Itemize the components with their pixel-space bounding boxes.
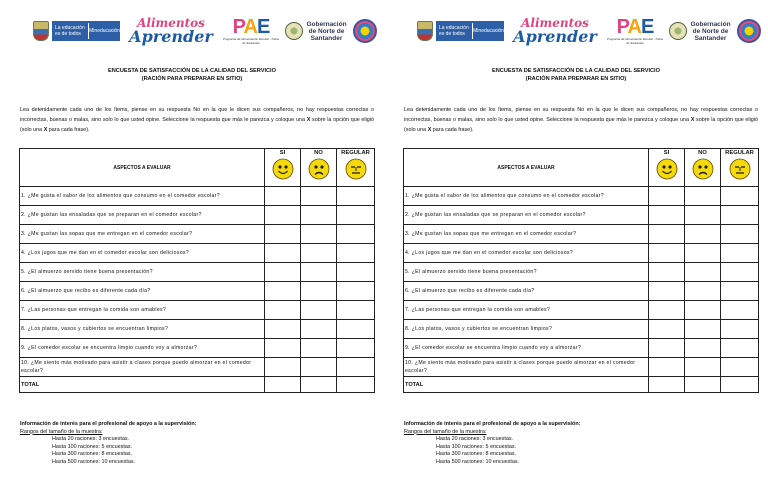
answer-cell-regular[interactable] [721,301,759,320]
answer-cell-no[interactable] [301,282,337,301]
question-text: 1. ¿Me gusta el sabor de los alimentos que consumo en el comedor escolar? [404,187,649,206]
question-text: 1. ¿Me gusta el sabor de los alimentos que consumo en el comedor escolar? [20,187,265,206]
total-cell-no[interactable] [685,377,721,393]
question-text: 9. ¿El comedor escolar se encuentra limpio cuando voy a almorzar? [20,339,265,358]
answer-cell-no[interactable] [685,301,721,320]
gobernacion-logo: Gobernación de Norte de Santander [284,14,348,48]
gobernacion-seal-icon [669,22,687,40]
neutral-face-icon [345,158,367,180]
question-text: 8. ¿Los platos, vasos y cubiertos se encuentran limpios? [20,320,265,339]
answer-cell-no[interactable] [301,244,337,263]
answer-cell-si[interactable] [649,263,685,282]
supervision-info: Información de interés para el profesional de apoyo a la supervisión: Rangos del tamaño de la muestra: Hasta 20 raciones: 3 encuestas. Hasta 100 raciones: 5 encuestas. Hasta 300 raciones: 8 encuestas. Hasta 500 raciones: 10 encuestas. [404,421,744,467]
colombia-crest-logo [416,14,434,48]
table-row [404,187,759,206]
table-row [20,339,375,358]
table-row [20,263,375,282]
table-row [20,301,375,320]
answer-cell-si[interactable] [649,320,685,339]
happy-face-icon [656,158,678,180]
answer-cell-si[interactable] [649,206,685,225]
option-label: REGULAR [725,150,754,156]
question-text: 5. ¿El almuerzo servido tiene buena presentación? [20,263,265,282]
answer-cell-regular[interactable] [721,358,759,377]
table-header-row [20,149,375,187]
answer-cell-no[interactable] [301,206,337,225]
gobernacion-seal-icon [285,22,303,40]
answer-cell-si[interactable] [265,358,301,377]
sample-range-item: Hasta 100 raciones: 5 encuestas. [436,443,517,450]
answer-cell-si[interactable] [649,282,685,301]
sample-range-item: Hasta 500 raciones: 10 encuestas. [436,458,520,465]
table-row [404,358,759,377]
answer-cell-si[interactable] [265,282,301,301]
sad-face-icon [692,158,714,180]
answer-cell-regular[interactable] [337,225,375,244]
question-text: 5. ¿El almuerzo servido tiene buena presentación? [404,263,649,282]
answer-cell-regular[interactable] [337,244,375,263]
survey-title: ENCUESTA DE SATISFACCIÓN DE LA CALIDAD DEL SERVICIO (RACIÓN PARA PREPARAR EN SITIO) [108,68,276,82]
instructions: Lea detenidamente cada uno de los Ítems, piense en su respuesta No en la que le dicen sus compañeros, no hay respuestas correctas o incorrectas, buenas o malas, sino solo lo que usted opine. Seleccione la respuesta que más le parezca y coloque una X sobre la opción que eligió (solo una X para cada frase). [404,107,758,133]
answer-cell-no[interactable] [301,301,337,320]
option-label: NO [314,150,323,156]
evaluation-table [19,148,375,393]
question-text: 9. ¿El comedor escolar se encuentra limpio cuando voy a almorzar? [404,339,649,358]
total-cell-regular[interactable] [721,377,759,393]
answer-cell-si[interactable] [265,187,301,206]
table-row [404,320,759,339]
answer-cell-regular[interactable] [337,282,375,301]
question-text: 2. ¿Me gustan las ensaladas que se preparan en el comedor escolar? [20,206,265,225]
total-cell-si[interactable] [265,377,301,393]
answer-cell-si[interactable] [265,225,301,244]
table-row [404,282,759,301]
pae-logo: PAE Programa de Alimentación Escolar - Norte de Santander [606,16,664,45]
table-row [20,206,375,225]
answer-cell-regular[interactable] [337,320,375,339]
table-header-row [404,149,759,187]
table-row [404,339,759,358]
answer-cell-no[interactable] [685,263,721,282]
answer-cell-regular[interactable] [721,225,759,244]
instructions: Lea detenidamente cada uno de los Ítems, piense en su respuesta No en la que le dicen sus compañeros, no hay respuestas correctas o incorrectas, buenas o malas, sino solo lo que usted opine. Seleccione la respuesta que más le parezca y coloque una X sobre la opción que eligió (solo una X para cada frase). [20,107,374,133]
pae-circle-logo [352,14,378,48]
answer-cell-no[interactable] [301,339,337,358]
answer-cell-si[interactable] [265,339,301,358]
survey-title: ENCUESTA DE SATISFACCIÓN DE LA CALIDAD DEL SERVICIO (RACIÓN PARA PREPARAR EN SITIO) [492,68,660,82]
answer-cell-no[interactable] [301,320,337,339]
answer-cell-si[interactable] [649,358,685,377]
answer-cell-si[interactable] [649,339,685,358]
answer-cell-no[interactable] [685,358,721,377]
answer-cell-no[interactable] [685,320,721,339]
answer-cell-no[interactable] [685,225,721,244]
question-text: 2. ¿Me gustan las ensaladas que se preparan en el comedor escolar? [404,206,649,225]
table-row [20,244,375,263]
option-header-regular [337,149,375,187]
answer-cell-regular[interactable] [721,206,759,225]
answer-cell-si[interactable] [265,320,301,339]
sample-range-item: Hasta 300 raciones: 8 encuestas. [436,451,517,458]
logo-bar [416,14,756,48]
sample-range-item: Hasta 20 raciones: 3 encuestas. [52,436,130,443]
question-text: 7. ¿Las personas que entregan la comida son amables? [404,301,649,320]
answer-cell-regular[interactable] [337,301,375,320]
question-text: 8. ¿Los platos, vasos y cubiertos se encuentran limpios? [404,320,649,339]
table-row [20,320,375,339]
answer-cell-no[interactable] [301,263,337,282]
answer-cell-si[interactable] [649,225,685,244]
mineducacion-logo: La educación es de todos Mineducación [436,21,504,41]
aspects-header: ASPECTOS A EVALUAR [404,149,649,187]
table-row [404,301,759,320]
answer-cell-regular[interactable] [721,187,759,206]
answer-cell-no[interactable] [685,206,721,225]
colombia-crest-logo [32,14,50,48]
question-text: 10. ¿Me siento más motivado para asistir a clases porque puedo almorzar en el comedor escolar? [404,358,649,377]
answer-cell-si[interactable] [265,301,301,320]
table-row [20,187,375,206]
question-text: 7. ¿Las personas que entregan la comida son amables? [20,301,265,320]
answer-cell-si[interactable] [265,206,301,225]
question-text: 10. ¿Me siento más motivado para asistir a clases porque puedo almorzar en el comedor escolar? [20,358,265,377]
total-row [404,377,759,393]
aspects-header: ASPECTOS A EVALUAR [20,149,265,187]
option-header-no [685,149,721,187]
table-row [404,225,759,244]
supervision-info: Información de interés para el profesional de apoyo a la supervisión: Rangos del tamaño de la muestra: Hasta 20 raciones: 3 encuestas. Hasta 100 raciones: 5 encuestas. Hasta 300 raciones: 8 encuestas. Hasta 500 raciones: 10 encuestas. [20,421,360,467]
total-label: TOTAL [404,377,649,393]
pae-circle-logo [736,14,762,48]
answer-cell-si[interactable] [265,244,301,263]
answer-cell-no[interactable] [301,358,337,377]
option-label: NO [698,150,707,156]
total-cell-regular[interactable] [337,377,375,393]
option-label: SI [663,150,670,156]
option-label: SI [279,150,286,156]
question-text: 6. ¿El almuerzo que recibo es diferente cada día? [20,282,265,301]
total-cell-no[interactable] [301,377,337,393]
question-text: 4. ¿Los jugos que me dan en el comedor escolar son deliciosos? [20,244,265,263]
table-row [20,358,375,377]
answer-cell-regular[interactable] [721,339,759,358]
question-text: 6. ¿El almuerzo que recibo es diferente cada día? [404,282,649,301]
sample-range-item: Hasta 500 raciones: 10 encuestas. [52,458,136,465]
answer-cell-no[interactable] [301,187,337,206]
evaluation-table [403,148,759,393]
sad-face-icon [308,158,330,180]
answer-cell-regular[interactable] [337,358,375,377]
answer-cell-no[interactable] [685,282,721,301]
question-text: 4. ¿Los jugos que me dan en el comedor escolar son deliciosos? [404,244,649,263]
answer-cell-no[interactable] [685,244,721,263]
answer-cell-si[interactable] [649,187,685,206]
table-row [20,225,375,244]
table-row [20,282,375,301]
pae-logo: PAE Programa de Alimentación Escolar - Norte de Santander [222,16,280,45]
answer-cell-no[interactable] [685,339,721,358]
option-header-regular [721,149,759,187]
option-header-no [301,149,337,187]
answer-cell-regular[interactable] [337,206,375,225]
total-row [20,377,375,393]
table-row [404,244,759,263]
sample-range-item: Hasta 20 raciones: 3 encuestas. [436,436,514,443]
alimentos-para-aprender-logo: Alimentos Aprender [129,16,213,46]
sample-range-item: Hasta 300 raciones: 8 encuestas. [52,451,133,458]
answer-cell-regular[interactable] [721,282,759,301]
option-label: REGULAR [341,150,370,156]
answer-cell-si[interactable] [649,301,685,320]
answer-cell-regular[interactable] [337,187,375,206]
total-label: TOTAL [20,377,265,393]
survey-page-right [384,0,768,503]
logo-bar [32,14,372,48]
answer-cell-si[interactable] [265,263,301,282]
table-row [404,263,759,282]
sample-range-item: Hasta 100 raciones: 5 encuestas. [52,443,133,450]
answer-cell-no[interactable] [301,225,337,244]
mineducacion-logo: La educación es de todos Mineducación [52,21,120,41]
alimentos-para-aprender-logo: Alimentos Aprender [513,16,597,46]
table-row [404,206,759,225]
answer-cell-regular[interactable] [721,320,759,339]
happy-face-icon [272,158,294,180]
answer-cell-no[interactable] [685,187,721,206]
option-header-si [265,149,301,187]
question-text: 3. ¿Me gustan las sopas que me entregan en el comedor escolar? [20,225,265,244]
answer-cell-regular[interactable] [721,263,759,282]
answer-cell-si[interactable] [649,244,685,263]
answer-cell-regular[interactable] [337,339,375,358]
question-text: 3. ¿Me gustan las sopas que me entregan en el comedor escolar? [404,225,649,244]
gobernacion-logo: Gobernación de Norte de Santander [668,14,732,48]
answer-cell-regular[interactable] [721,244,759,263]
total-cell-si[interactable] [649,377,685,393]
neutral-face-icon [729,158,751,180]
answer-cell-regular[interactable] [337,263,375,282]
option-header-si [649,149,685,187]
